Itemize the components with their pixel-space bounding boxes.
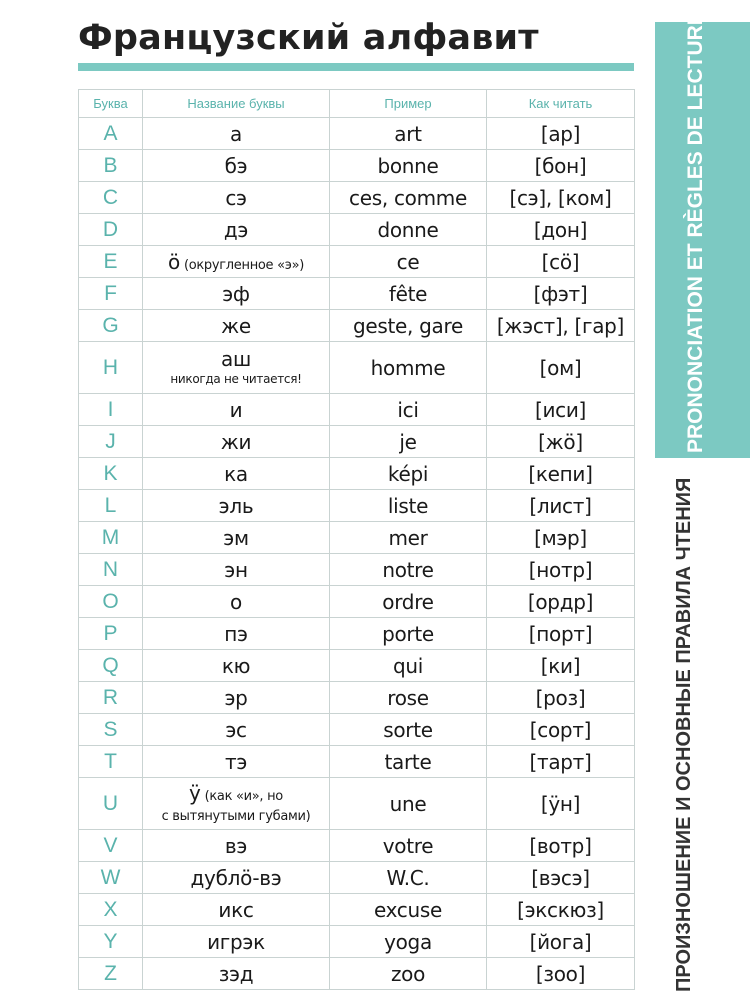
letter-cell: L (79, 490, 143, 522)
reading-cell: [порт] (487, 618, 635, 650)
table-row (79, 926, 635, 958)
letter-name-note: никогда не читается! (170, 372, 302, 386)
table-row (79, 586, 635, 618)
side-band (655, 11, 750, 458)
table-row (79, 426, 635, 458)
letter-name-cell (143, 246, 330, 278)
example-cell: ce (330, 246, 487, 278)
example-cell: képi (330, 458, 487, 490)
letter-name-cell: тэ (143, 746, 330, 778)
letter-name-cell: кю (143, 650, 330, 682)
table-row (79, 682, 635, 714)
reading-cell: [фэт] (487, 278, 635, 310)
letter-cell: U (79, 778, 143, 830)
example-cell: tarte (330, 746, 487, 778)
example-cell: ordre (330, 586, 487, 618)
example-cell: ces, comme (330, 182, 487, 214)
table-row (79, 458, 635, 490)
reading-cell: [мэр] (487, 522, 635, 554)
reading-cell: [дон] (487, 214, 635, 246)
example-cell: mer (330, 522, 487, 554)
letter-name-cell: о (143, 586, 330, 618)
table-row (79, 490, 635, 522)
table-row (79, 214, 635, 246)
reading-cell: [йога] (487, 926, 635, 958)
letter-name-cell: жи (143, 426, 330, 458)
letter-cell: N (79, 554, 143, 586)
letter-cell: X (79, 894, 143, 926)
reading-cell: [ки] (487, 650, 635, 682)
side-label-russian: ПРОИЗНОШЕНИЕ И ОСНОВНЫЕ ПРАВИЛА ЧТЕНИЯ (673, 477, 695, 992)
table-row (79, 650, 635, 682)
header-letter-name: Название буквы (143, 90, 330, 118)
letter-cell: S (79, 714, 143, 746)
letter-name: ӱ (189, 781, 201, 805)
letter-name-cell: зэд (143, 958, 330, 990)
example-cell: geste, gare (330, 310, 487, 342)
example-cell: excuse (330, 894, 487, 926)
letter-name-cell (143, 778, 330, 830)
table-row (79, 554, 635, 586)
reading-cell: [тарт] (487, 746, 635, 778)
page-title: Французский алфавит (78, 18, 539, 58)
letter-cell: E (79, 246, 143, 278)
letter-cell: H (79, 342, 143, 394)
letter-name-cell (143, 342, 330, 394)
table-row (79, 618, 635, 650)
reading-cell: [ӱн] (487, 778, 635, 830)
letter-name-cell: и (143, 394, 330, 426)
example-cell: zoo (330, 958, 487, 990)
example-cell: W.C. (330, 862, 487, 894)
letter-cell: G (79, 310, 143, 342)
table-row (79, 246, 635, 278)
reading-cell: [вэсэ] (487, 862, 635, 894)
reading-cell: [экскюз] (487, 894, 635, 926)
letter-cell: J (79, 426, 143, 458)
letter-name: ö (168, 249, 180, 274)
reading-cell: [сö] (487, 246, 635, 278)
example-cell: notre (330, 554, 487, 586)
reading-cell: [иси] (487, 394, 635, 426)
letter-cell: F (79, 278, 143, 310)
letter-cell: V (79, 830, 143, 862)
table-row (79, 958, 635, 990)
example-cell: votre (330, 830, 487, 862)
reading-cell: [лист] (487, 490, 635, 522)
letter-name-cell: эль (143, 490, 330, 522)
header-reading: Как читать (487, 90, 635, 118)
example-cell: homme (330, 342, 487, 394)
table-row (79, 714, 635, 746)
example-cell: fête (330, 278, 487, 310)
letter-cell: Y (79, 926, 143, 958)
reading-cell: [кепи] (487, 458, 635, 490)
title-underline (78, 63, 634, 71)
letter-name-cell: вэ (143, 830, 330, 862)
letter-cell: T (79, 746, 143, 778)
example-cell: yoga (330, 926, 487, 958)
alphabet-table (78, 89, 635, 990)
header-example: Пример (330, 90, 487, 118)
letter-cell: M (79, 522, 143, 554)
reading-cell: [ом] (487, 342, 635, 394)
table-row (79, 894, 635, 926)
letter-cell: C (79, 182, 143, 214)
letter-cell: D (79, 214, 143, 246)
reading-cell: [бон] (487, 150, 635, 182)
example-cell: sorte (330, 714, 487, 746)
table-row (79, 830, 635, 862)
header-letter: Буква (79, 90, 143, 118)
side-label-french: PRONONCIATION ET RÈGLES DE LECTURE (684, 11, 707, 453)
letter-cell: R (79, 682, 143, 714)
table-row (79, 394, 635, 426)
reading-cell: [жэст], [гар] (487, 310, 635, 342)
letter-name-cell: эн (143, 554, 330, 586)
reading-cell: [ордр] (487, 586, 635, 618)
letter-name-cell: же (143, 310, 330, 342)
letter-cell: O (79, 586, 143, 618)
reading-cell: [вотр] (487, 830, 635, 862)
table-row (79, 278, 635, 310)
letter-name-cell: дублö-вэ (143, 862, 330, 894)
reading-cell: [сэ], [ком] (487, 182, 635, 214)
letter-name-cell: пэ (143, 618, 330, 650)
letter-name-cell: эр (143, 682, 330, 714)
table-row (79, 342, 635, 394)
example-cell: art (330, 118, 487, 150)
example-cell: ici (330, 394, 487, 426)
letter-name: аш (221, 347, 251, 371)
example-cell: qui (330, 650, 487, 682)
letter-name-cell: дэ (143, 214, 330, 246)
letter-cell: B (79, 150, 143, 182)
table-row (79, 182, 635, 214)
table-row (79, 150, 635, 182)
reading-cell: [роз] (487, 682, 635, 714)
letter-cell: A (79, 118, 143, 150)
table-row (79, 778, 635, 830)
example-cell: donne (330, 214, 487, 246)
table-header-row (79, 90, 635, 118)
reading-cell: [нотр] (487, 554, 635, 586)
letter-name-cell: эс (143, 714, 330, 746)
letter-name-cell: а (143, 118, 330, 150)
example-cell: porte (330, 618, 487, 650)
reading-cell: [зоо] (487, 958, 635, 990)
letter-name-cell: икс (143, 894, 330, 926)
letter-cell: Z (79, 958, 143, 990)
letter-name-cell: ка (143, 458, 330, 490)
letter-cell: P (79, 618, 143, 650)
letter-cell: K (79, 458, 143, 490)
letter-name-note: (округленное «э») (183, 257, 304, 273)
letter-cell: Q (79, 650, 143, 682)
table-row (79, 746, 635, 778)
letter-cell: I (79, 394, 143, 426)
table-row (79, 118, 635, 150)
reading-cell: [жö] (487, 426, 635, 458)
letter-cell: W (79, 862, 143, 894)
letter-name-cell: эф (143, 278, 330, 310)
example-cell: une (330, 778, 487, 830)
table-row (79, 522, 635, 554)
letter-name-cell: эм (143, 522, 330, 554)
letter-name-note-2: с вытянутыми губами) (161, 809, 311, 824)
reading-cell: [сорт] (487, 714, 635, 746)
example-cell: bonne (330, 150, 487, 182)
table-body (79, 118, 635, 990)
example-cell: je (330, 426, 487, 458)
letter-name-cell: бэ (143, 150, 330, 182)
table-row (79, 310, 635, 342)
letter-name-note: (как «и», но (204, 789, 283, 804)
example-cell: rose (330, 682, 487, 714)
reading-cell: [ар] (487, 118, 635, 150)
letter-name-cell: игрэк (143, 926, 330, 958)
table-row (79, 862, 635, 894)
letter-name-cell: сэ (143, 182, 330, 214)
example-cell: liste (330, 490, 487, 522)
